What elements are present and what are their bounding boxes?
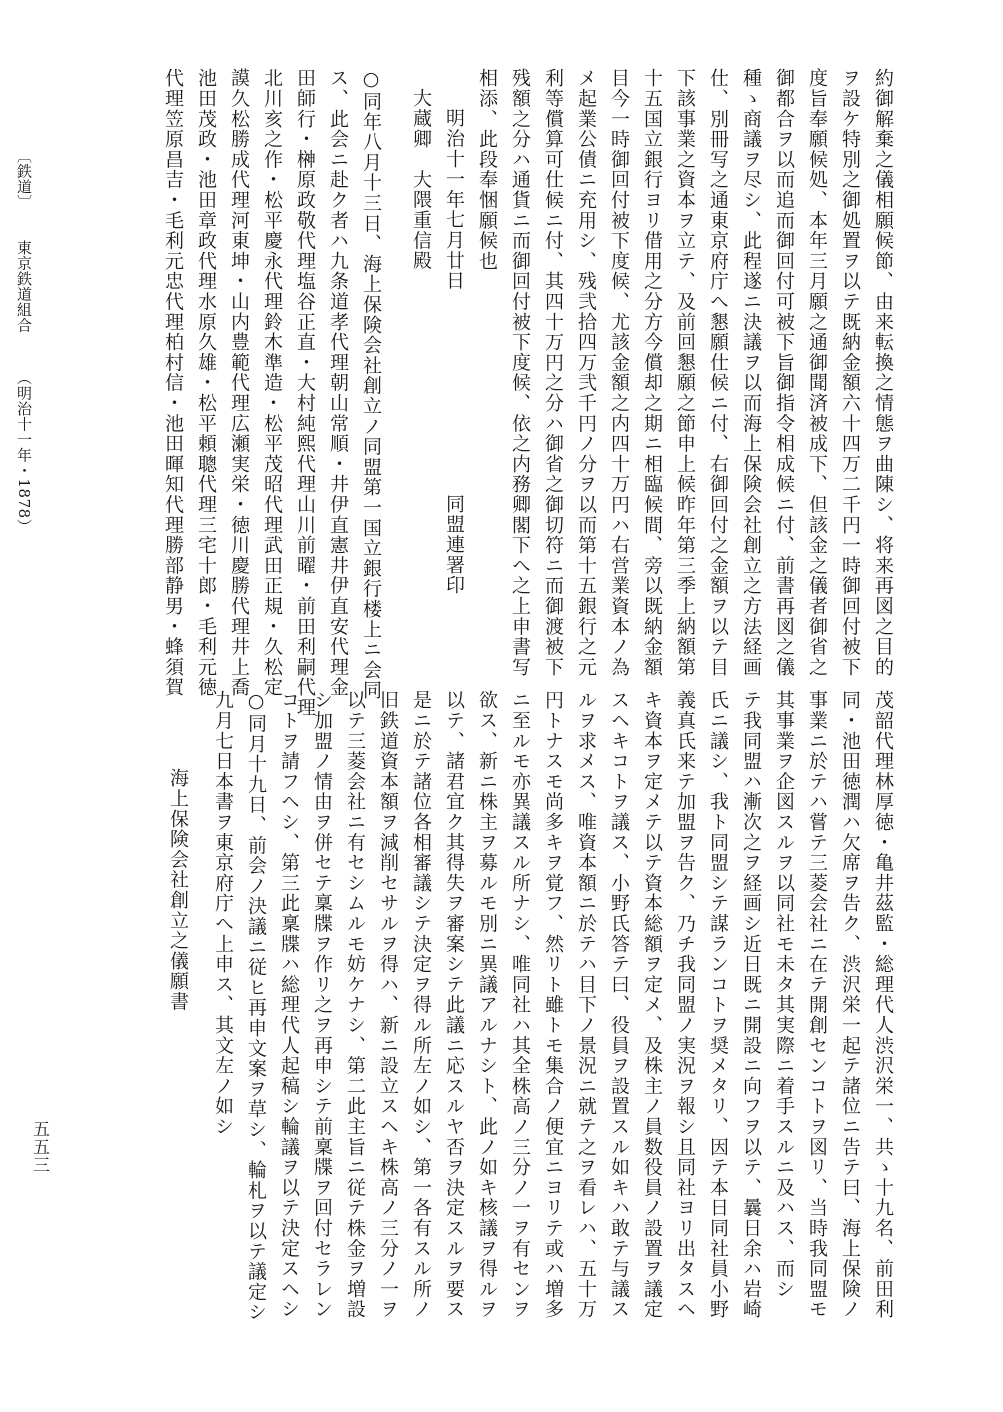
text-column: コトヲ請フヘシ、第三此稟牒ハ総理代人起稿シ輪議ヲ以テ決定スヘシ — [278, 690, 300, 1320]
text-column: ルヲ求メス、唯資本額ニ於テハ目下ノ景況ニ就テ之ヲ看レハ、五十万 — [575, 690, 597, 1320]
text-column: 其事業ヲ企図スルヲ以同社モ未タ其実際ニ着手スルニ及ハス、而シ — [773, 690, 795, 1299]
text-column: 十五国立銀行ヨリ借用之分方今償却之期ニ相臨候間、旁以既納金額 — [641, 68, 663, 677]
section-label: 〔鉄道〕 — [15, 148, 33, 210]
document-heading: 海上保険会社創立之儀願書 — [167, 768, 189, 1012]
text-column: 代理笠原昌吉・毛利元忠代理柏村信・池田暉知代理勝部静男・蜂須賀 — [162, 68, 184, 698]
text-column: 義真氏来テ加盟ヲ告ク、乃チ我同盟ノ実況ヲ報シ且同社ヨリ出タスヘ — [674, 690, 696, 1320]
text-column: 円トナスモ尚多キヲ覚フ、然リト雖トモ集合ノ便宜ニヨリテ或ハ増多 — [542, 690, 564, 1320]
date-line: 明治十一年七月廿日 同盟連署印 — [443, 108, 465, 596]
text-column: 是ニ於テ諸位各相審議シテ決定ヲ得ル所左ノ如シ、第一各有スル所ノ — [410, 690, 432, 1320]
text-column: 以テ、諸君宜ク其得失ヲ審案シテ此議ニ応スルヤ否ヲ決定スルヲ要ス — [443, 690, 465, 1320]
text-column: 相添、此段奉悃願候也 — [476, 68, 498, 271]
text-column: 利等償算可仕候ニ付、其四十万円之分ハ御省之御切符ニ而御渡被下 — [542, 68, 564, 677]
text-column: テ我同盟ハ漸次之ヲ経画シ近日既ニ開設ニ向フヲ以テ、曩日余ハ岩崎 — [740, 690, 762, 1320]
text-column: ○同年八月十三日、海上保険会社創立ノ同盟第一国立銀行楼上ニ会同 — [360, 68, 382, 701]
text-column: 目今一時御回付被下度候、尤該金額之内四十万円ハ右営業資本ノ為 — [608, 68, 630, 677]
text-column: 種ゝ商議ヲ尽シ、此程遂ニ決議ヲ以而海上保険会社創立之方法経画 — [740, 68, 762, 677]
text-column: 欲ス、新ニ株主ヲ募ルモ別ニ異議アルナシト、此ノ如キ核議ヲ得ルヲ — [476, 690, 498, 1320]
text-column: 九月七日本書ヲ東京府庁へ上申ス、其文左ノ如シ — [212, 690, 234, 1137]
text-column: 旧鉄道資本額ヲ減削セサルヲ得ハ、新ニ設立スヘキ株高ノ三分ノ一ヲ — [377, 690, 399, 1320]
org-label: 東京鉄道組合 — [15, 240, 33, 333]
text-column: 茂韶代理林厚徳・亀井茲監・総理代人渋沢栄一、共ゝ十九名、前田利 — [872, 690, 894, 1320]
text-column: 以テ三菱会社ニ有セシムルモ妨ケナシ、第二此主旨ニ従テ株金ヲ増設 — [344, 690, 366, 1320]
text-column: ニ至ルモ亦異議スル所ナシ、唯同社ハ其全株高ノ三分ノ一ヲ有センヲ — [509, 690, 531, 1320]
text-column: 謨久松勝成代理河東坤・山内豊範代理広瀬実栄・徳川慶勝代理井上喬 — [228, 68, 250, 698]
text-column: ヲ設ケ特別之御処置ヲ以テ既納金額六十四万二千円一時御回付被下 — [839, 68, 861, 677]
text-column: 池田茂政・池田章政代理水原久雄・松平頼聰代理三宅十郎・毛利元徳 — [195, 68, 217, 698]
text-column: 氏ニ議シ、我ト同盟シテ謀ランコトヲ奨メタリ、因テ本日同社員小野 — [707, 690, 729, 1320]
text-column: 同・池田徳潤ハ欠席ヲ告ク、渋沢栄一起テ諸位ニ告テ曰、海上保険ノ — [839, 690, 861, 1320]
text-column: 下該事業之資本ヲ立テ、及前回懇願之節申上候昨年第三季上納額第 — [674, 68, 696, 677]
page-number: 五五三 — [29, 1120, 49, 1174]
addressee: 大蔵卿 大隈重信殿 — [410, 88, 432, 271]
text-column: 残額之分ハ通貨ニ而御回付被下度候、依之内務卿閣下へ之上申書写 — [509, 68, 531, 677]
text-column: 度旨奉願候処、本年三月願之通御聞済被成下、但該金之儀者御省之 — [806, 68, 828, 677]
text-column: スヘキコトヲ議ス、小野氏答テ曰、役員ヲ設置スル如キハ敢テ与議ス — [608, 690, 630, 1320]
text-column: 約御解棄之儀相願候節、由来転換之情態ヲ曲陳シ、将来再図之目的 — [872, 68, 894, 677]
year-label: （明治十一年・1878） — [15, 370, 33, 535]
text-column: キ資本ヲ定メテ以テ資本総額ヲ定メ、及株主ノ員数役員ノ設置ヲ議定 — [641, 690, 663, 1320]
text-column: メ起業公債ニ充用シ、残弐拾四万弐千円ノ分ヲ以而第十五銀行之元 — [575, 68, 597, 677]
text-column: 御都合ヲ以而追而御回付可被下旨御指令相成候ニ付、前書再図之儀 — [773, 68, 795, 677]
text-column: 北川亥之作・松平慶永代理鈴木準造・松平茂昭代理武田正規・久松定 — [261, 68, 283, 698]
text-column: 田師行・榊原政敬代理塩谷正直・大村純熙代理山川前曜・前田利嗣代理 — [294, 68, 316, 718]
text-column: ス、此会ニ赴ク者ハ九条道孝代理朝山常順・井伊直憲井伊直安代理金 — [327, 68, 349, 698]
text-column: 仕、別冊写之通東京府庁へ懇願仕候ニ付、右御回付之金額ヲ以テ目 — [707, 68, 729, 677]
text-column: ○同月十九日、前会ノ決議ニ従ヒ再申文案ヲ草シ、輪札ヲ以テ議定シ — [245, 690, 267, 1323]
text-column: 事業ニ於テハ嘗テ三菱会社ニ在テ開創センコトヲ図リ、当時我同盟モ — [806, 690, 828, 1320]
text-column: シ加盟ノ情由ヲ併セテ稟牒ヲ作リ之ヲ再申シテ前稟牒ヲ回付セラレン — [311, 690, 333, 1320]
